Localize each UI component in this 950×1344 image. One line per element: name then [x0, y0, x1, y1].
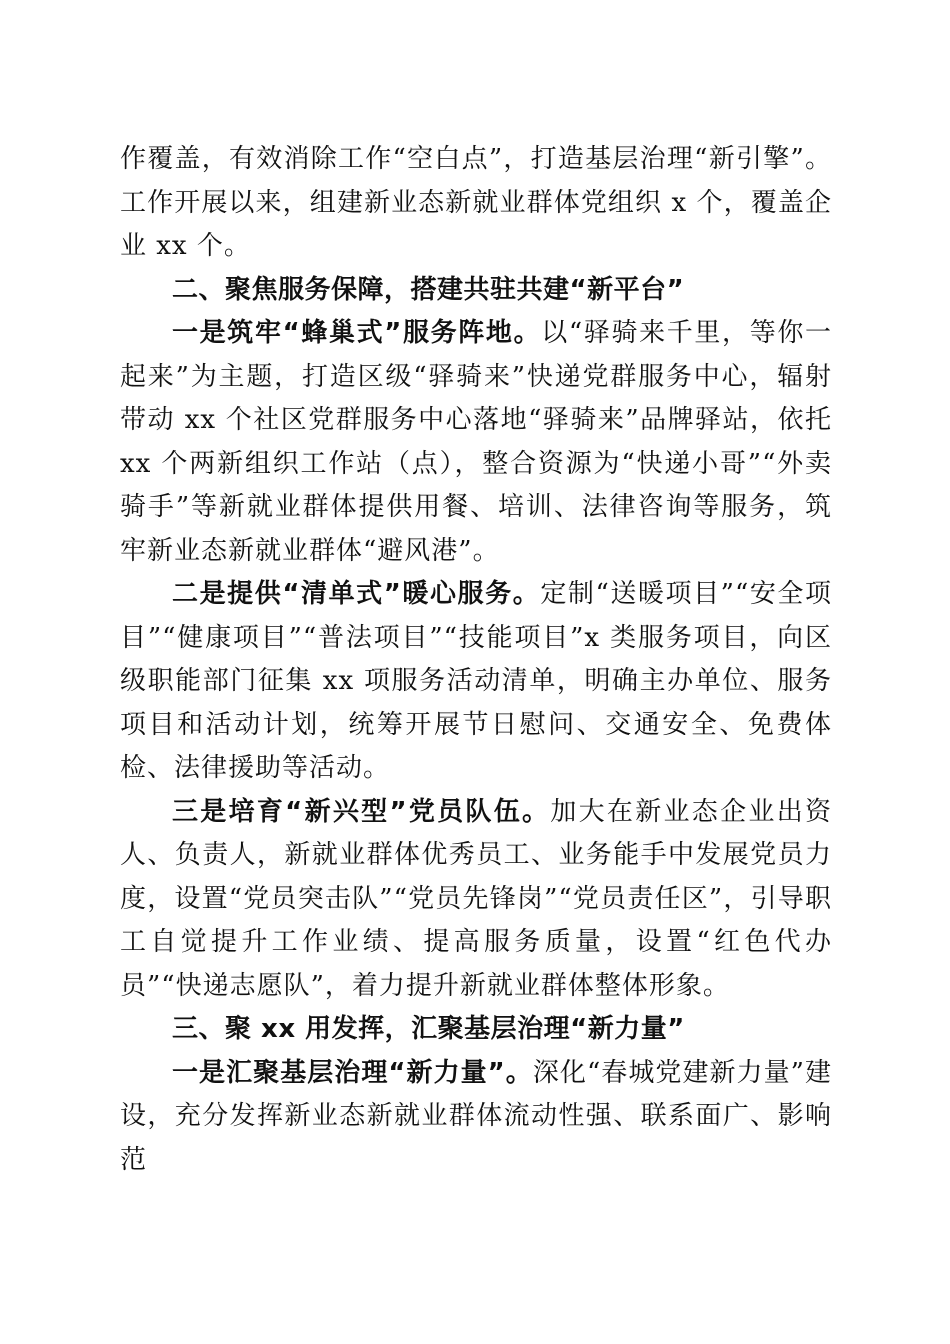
paragraph-lead: 二是提供“清单式”暖心服务。 — [172, 579, 541, 609]
paragraph-text: 以“驿骑来千里，等你一起来”为主题，打造区级“驿骑来”快递党群服务中心，辐射带动 xx 个社区党群服务中心落地“驿骑来”品牌驿站，依托 xx 个两新组织工作站（点），整合资源为“快递小哥”“外卖骑手”等新就业群体提供用餐、培训、法律咨询等服务，筑牢新业态新就业群体“避风港”。 — [120, 318, 832, 566]
paragraph-lead: 三是培育“新兴型”党员队伍。 — [172, 796, 551, 827]
paragraph-text: 加大在新业态企业出资人、负责人，新就业群体优秀员工、业务能手中发展党员力度，设置“党员突击队”“党员先锋岗”“党员责任区”，引导职工自觉提升工作业绩、提高服务质量，设置“红色代办员”“快递志愿队”，着力提升新就业群体整体形象。 — [120, 796, 832, 1001]
paragraph-text: 深化“春城党建新力量”建设，充分发挥新业态新就业群体流动性强、联系面广、影响范 — [120, 1057, 832, 1175]
paragraph-continuation — [120, 138, 832, 269]
section-heading-2: 二、聚焦服务保障，搭建共驻共建“新平台” — [172, 274, 685, 305]
document-body — [120, 138, 832, 1182]
paragraph-1 — [120, 312, 832, 573]
paragraph-lead: 一是筑牢“蜂巢式”服务阵地。 — [172, 318, 542, 348]
paragraph-2 — [120, 573, 832, 791]
paragraph-lead: 一是汇聚基层治理“新力量”。 — [172, 1057, 533, 1088]
paragraph-3 — [120, 791, 832, 1009]
paragraph-4 — [120, 1052, 832, 1183]
paragraph-text: 作覆盖，有效消除工作“空白点”，打造基层治理“新引擎”。工作开展以来，组建新业态新就业群体党组织 x 个，覆盖企业 xx 个。 — [120, 144, 832, 261]
paragraph-text: 定制“送暖项目”“安全项目”“健康项目”“普法项目”“技能项目”x 类服务项目，向区级职能部门征集 xx 项服务活动清单，明确主办单位、服务项目和活动计划，统筹开展节日慰问、交通安全、免费体检、法律援助等活动。 — [120, 579, 832, 783]
section-heading-3: 三、聚 xx 用发挥，汇聚基层治理“新力量” — [172, 1014, 685, 1044]
